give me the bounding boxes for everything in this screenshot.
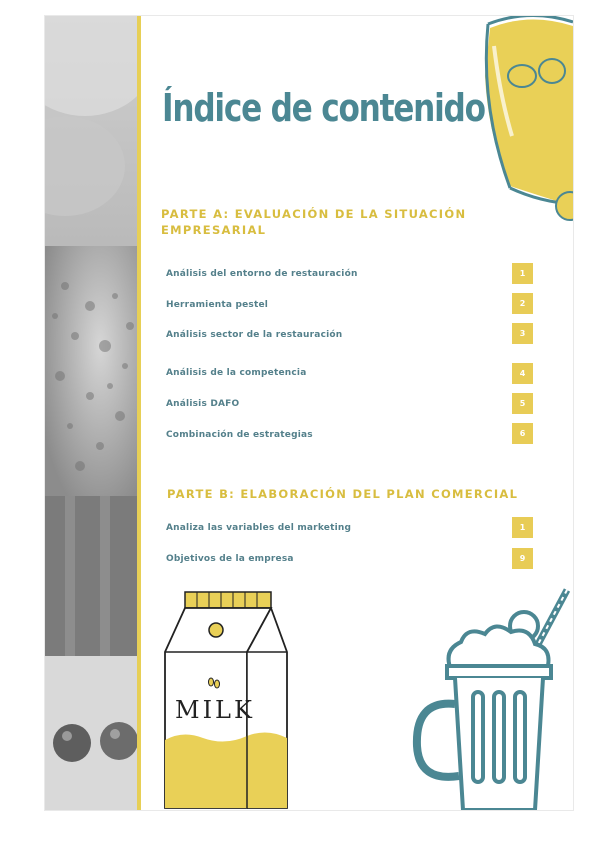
toc-item[interactable]: Análisis del entorno de restauración	[166, 269, 358, 279]
toc-item[interactable]: Análisis de la competencia	[166, 368, 307, 378]
section-a-heading-line1: PARTE A: EVALUACIÓN DE LA SITUACIÓN	[161, 207, 467, 221]
toc-item[interactable]: Análisis sector de la restauración	[166, 330, 343, 340]
milk-label: MILK	[175, 696, 255, 724]
page-number-badge: 5	[512, 393, 533, 414]
section-b-heading: PARTE B: ELABORACIÓN DEL PLAN COMERCIAL	[167, 487, 519, 501]
page-number-badge: 3	[512, 323, 533, 344]
document-page	[45, 16, 573, 810]
milk-carton-illustration	[163, 590, 291, 810]
toc-item[interactable]: Combinación de estrategias	[166, 430, 313, 440]
page-title: Índice de contenido	[162, 86, 485, 130]
yellow-divider	[137, 16, 141, 810]
page-number-badge: 4	[512, 363, 533, 384]
toc-item[interactable]: Analiza las variables del marketing	[166, 523, 352, 533]
page-number-badge: 1	[512, 517, 533, 538]
section-a-heading-line2: EMPRESARIAL	[161, 223, 267, 237]
juice-glass-illustration	[470, 16, 573, 226]
milkshake-illustration	[407, 586, 573, 810]
toc-item[interactable]: Objetivos de la empresa	[166, 554, 294, 564]
page-number-badge: 1	[512, 263, 533, 284]
page-number-badge: 6	[512, 423, 533, 444]
section-a-heading	[161, 206, 466, 238]
page-number-badge: 9	[512, 548, 533, 569]
toc-item[interactable]: Análisis DAFO	[166, 399, 240, 409]
page-number-badge: 2	[512, 293, 533, 314]
toc-item[interactable]: Herramienta pestel	[166, 300, 269, 310]
smoothie-photo	[45, 16, 137, 810]
